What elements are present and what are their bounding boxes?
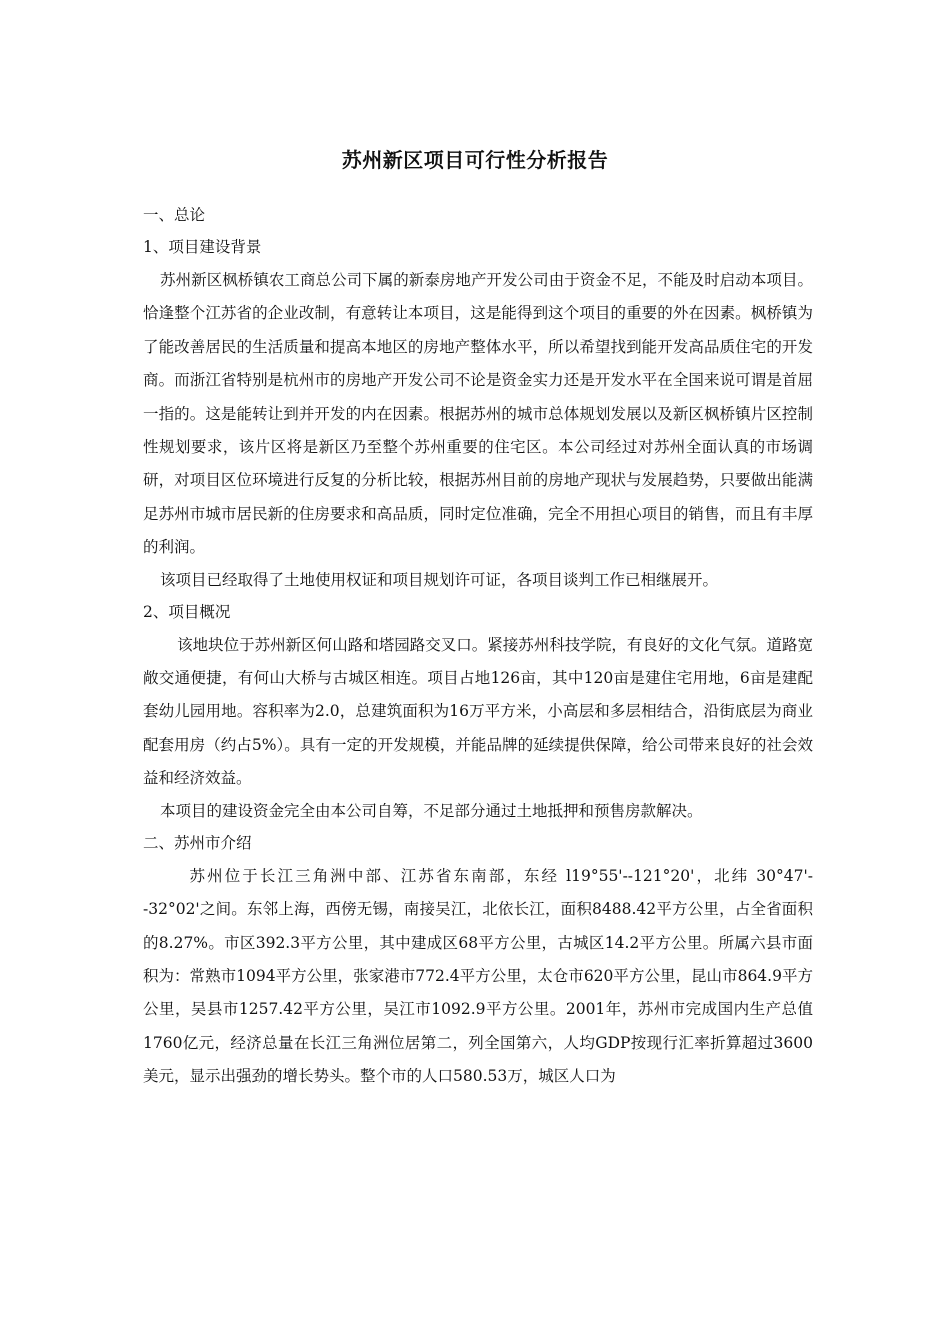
section-heading-suzhou: 二、苏州市介绍 xyxy=(143,833,252,852)
paragraph-overview: 该地块位于苏州新区何山路和塔园路交叉口。紧接苏州科技学院，有良好的文化气氛。道路宽敞交通便捷，有何山大桥与古城区相连。项目占地126亩，其中120亩是建住宅用地，6亩是建配套幼儿园用地。容积率为2.0，总建筑面积为16万平方米，小高层和多层相结合，沿街底层为商业配套用房（约占5%）。具有一定的开发规模，并能品牌的延续提供保障，给公司带来良好的社会效益和经济效益。 xyxy=(143,635,813,788)
paragraph-background: 苏州新区枫桥镇农工商总公司下属的新泰房地产开发公司由于资金不足，不能及时启动本项目。恰逢整个江苏省的企业改制，有意转让本项目，这是能得到这个项目的重要的外在因素。枫桥镇为了能改善居民的生活质量和提高本地区的房地产整体水平，所以希望找到能开发高品质住宅的开发商。而浙江省特别是杭州市的房地产开发公司不论是资金实力还是开发水平在全国来说可谓是首屈一指的。这是能转让到并开发的内在因素。根据苏州的城市总体规划发展以及新区枫桥镇片区控制性规划要求，该片区将是新区乃至整个苏州重要的住宅区。本公司经过对苏州全面认真的市场调研，对项目区位环境进行反复的分析比较，根据苏州目前的房地产现状与发展趋势，只要做出能满足苏州市城市居民新的住房要求和高品质，同时定位准确，完全不用担心项目的销售，而且有丰厚的利润。 xyxy=(143,271,813,557)
section-heading-general: 一、总论 xyxy=(143,206,206,224)
document-body xyxy=(143,200,813,1094)
document-title: 苏州新区项目可行性分析报告 xyxy=(341,148,609,172)
paragraph-permits: 该项目已经取得了土地使用权证和项目规划许可证，各项目谈判工作已相继展开。 xyxy=(160,570,719,589)
paragraph-suzhou-intro: 苏州位于长江三角洲中部、江苏省东南部，东经 l19°55'--121°20'，北纬 30°47'--32°02'之间。东邻上海，西傍无锡，南接吴江，北依长江，面积8488.42平方公里，占全省面积的8.27%。市区392.3平方公里，其中建成区68平方公里，古城区14.2平方公里。所属六县市面积为：常熟市1094平方公里，张家港市772.4平方公里，太仓市620平方公里，昆山市864.9平方公里，吴县市1257.42平方公里，吴江市1092.9平方公里。2001年，苏州市完成国内生产总值1760亿元，经济总量在长江三角洲位居第二，列全国第六，人均GDP按现行汇率折算超过3600美元，显示出强劲的增长势头。整个市的人口580.53万，城区人口为 xyxy=(143,866,813,1086)
paragraph-funding: 本项目的建设资金完全由本公司自筹，不足部分通过土地抵押和预售房款解决。 xyxy=(160,801,703,820)
subsection-heading-overview: 2、项目概况 xyxy=(143,602,231,621)
subsection-heading-background: 1、项目建设背景 xyxy=(143,238,262,256)
